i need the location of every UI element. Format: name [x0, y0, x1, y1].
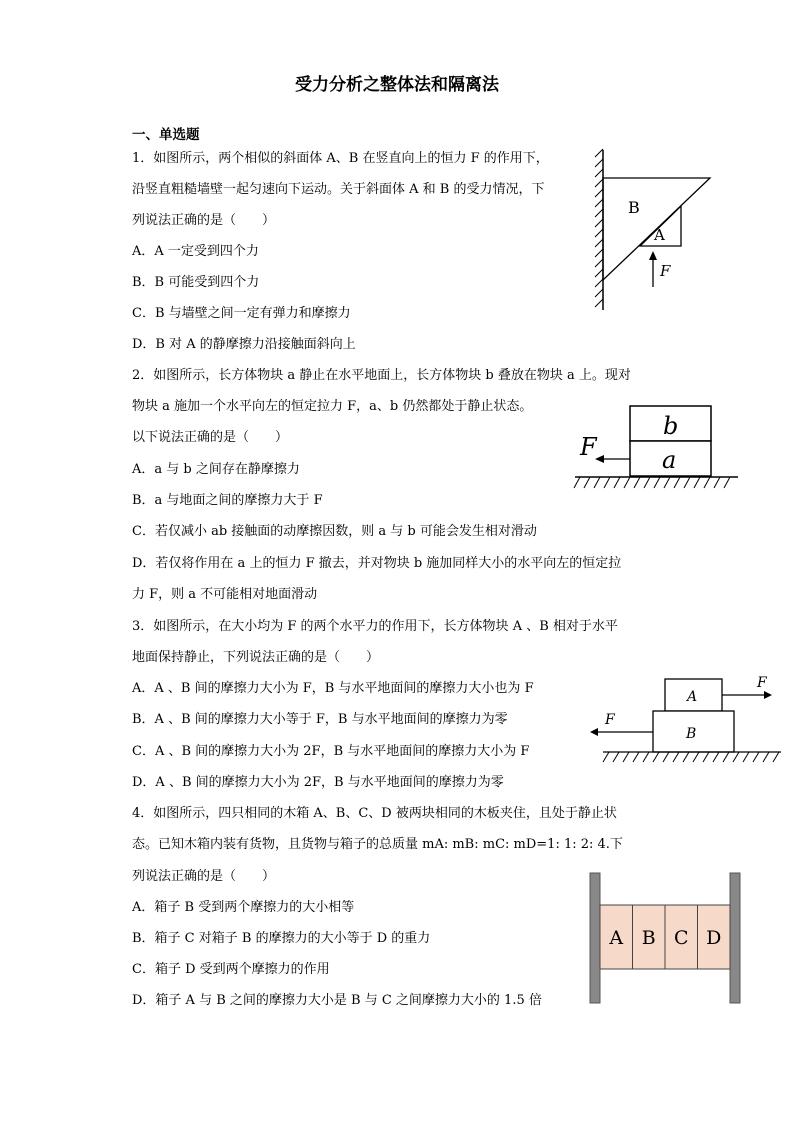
- q1-option: A．A 一定受到四个力: [132, 244, 259, 259]
- section-heading: 一、单选题: [132, 127, 200, 143]
- force-arrowhead: [649, 251, 657, 260]
- q2-option: D．若仅将作用在 a 上的恒力 F 撤去，并对物块 b 施加同样大小的水平向左的恒定拉: [132, 556, 622, 571]
- q3-option: B．A 、B 间的摩擦力大小等于 F，B 与水平地面间的摩擦力为零: [132, 712, 508, 727]
- right-board: [730, 873, 740, 1003]
- q2-figure: [570, 400, 740, 495]
- q1-stem-line: 列说法正确的是（ ）: [132, 213, 276, 228]
- q1-stem-line: 1．如图所示，两个相似的斜面体 A、B 在竖直向上的恒力 F 的作用下，: [132, 151, 549, 166]
- q1-option: C．B 与墙壁之间一定有弹力和摩擦力: [132, 306, 351, 321]
- page-title: 受力分析之整体法和隔离法: [295, 75, 499, 95]
- label-b: b: [663, 412, 679, 440]
- q3-stem-line: 地面保持静止，下列说法正确的是（ ）: [132, 650, 380, 665]
- q3-option: D．A 、B 间的摩擦力大小为 2F，B 与水平地面间的摩擦力为零: [132, 775, 504, 790]
- q4-stem-line: 态。已知木箱内装有货物，且货物与箱子的总质量 mA: mB: mC: mD=1: 1: 2: 4.下: [132, 837, 623, 852]
- ground-hatching: [603, 752, 779, 762]
- q1-option: B．B 可能受到四个力: [132, 275, 260, 290]
- q4-option: A．箱子 B 受到两个摩擦力的大小相等: [132, 900, 355, 915]
- label-f-left: F: [605, 712, 615, 728]
- label-f: F: [580, 433, 597, 461]
- box-label-c: C: [673, 927, 689, 949]
- q2-option-continued: 力 F，则 a 不可能相对地面滑动: [132, 587, 318, 602]
- q1-option: D．B 对 A 的静摩擦力沿接触面斜向上: [132, 337, 356, 352]
- q1-stem-line: 沿竖直粗糙墙壁一起匀速向下运动。关于斜面体 A 和 B 的受力情况，下: [132, 182, 545, 197]
- q2-option: C．若仅减小 ab 接触面的动摩擦因数，则 a 与 b 可能会发生相对滑动: [132, 524, 537, 539]
- q3-figure: [585, 670, 785, 770]
- q4-option: D．箱子 A 与 B 之间的摩擦力大小是 B 与 C 之间摩擦力大小的 1.5 倍: [132, 993, 542, 1008]
- label-f-right: F: [757, 675, 767, 691]
- box-row: [600, 905, 730, 969]
- q4-stem-line: 列说法正确的是（ ）: [132, 869, 276, 884]
- q1-figure: [585, 145, 720, 315]
- label-f: F: [660, 262, 671, 280]
- ground-hatching: [574, 477, 730, 488]
- label-b: B: [628, 198, 640, 217]
- q2-stem-line: 物块 a 施加一个水平向左的恒定拉力 F，a、b 仍然都处于静止状态。: [132, 399, 533, 414]
- box-label-b: B: [641, 927, 656, 949]
- q2-stem-line: 2．如图所示，长方体物块 a 静止在水平地面上，长方体物块 b 叠放在物块 a 上。现对: [132, 368, 631, 383]
- q2-option: A．a 与 b 之间存在静摩擦力: [132, 462, 300, 477]
- left-board: [590, 873, 600, 1003]
- label-b: B: [686, 726, 697, 742]
- box-label-d: D: [706, 927, 722, 949]
- q3-stem-line: 3．如图所示，在大小均为 F 的两个水平力的作用下，长方体物块 A 、B 相对于水平: [132, 619, 618, 634]
- q4-option: B．箱子 C 对箱子 B 的摩擦力的大小等于 D 的重力: [132, 931, 431, 946]
- q2-option: B．a 与地面之间的摩擦力大于 F: [132, 493, 323, 508]
- label-a: A: [687, 689, 698, 705]
- box-label-a: A: [609, 927, 624, 949]
- q3-option: A．A 、B 间的摩擦力大小为 F，B 与水平地面间的摩擦力大小也为 F: [132, 681, 534, 696]
- q4-option: C．箱子 D 受到两个摩擦力的作用: [132, 962, 330, 977]
- wall-hatching: [595, 149, 603, 307]
- label-a: A: [654, 226, 665, 244]
- q3-option: C．A 、B 间的摩擦力大小为 2F，B 与水平地面间的摩擦力大小为 F: [132, 744, 530, 759]
- q4-figure: [585, 868, 745, 1008]
- force-right-arrowhead: [764, 691, 772, 699]
- force-left-arrowhead: [590, 728, 598, 736]
- q4-stem-line: 4．如图所示，四只相同的木箱 A、B、C、D 被两块相同的木板夹住，且处于静止状: [132, 806, 617, 821]
- q2-stem-line: 以下说法正确的是（ ）: [132, 430, 289, 445]
- label-a: a: [662, 446, 677, 474]
